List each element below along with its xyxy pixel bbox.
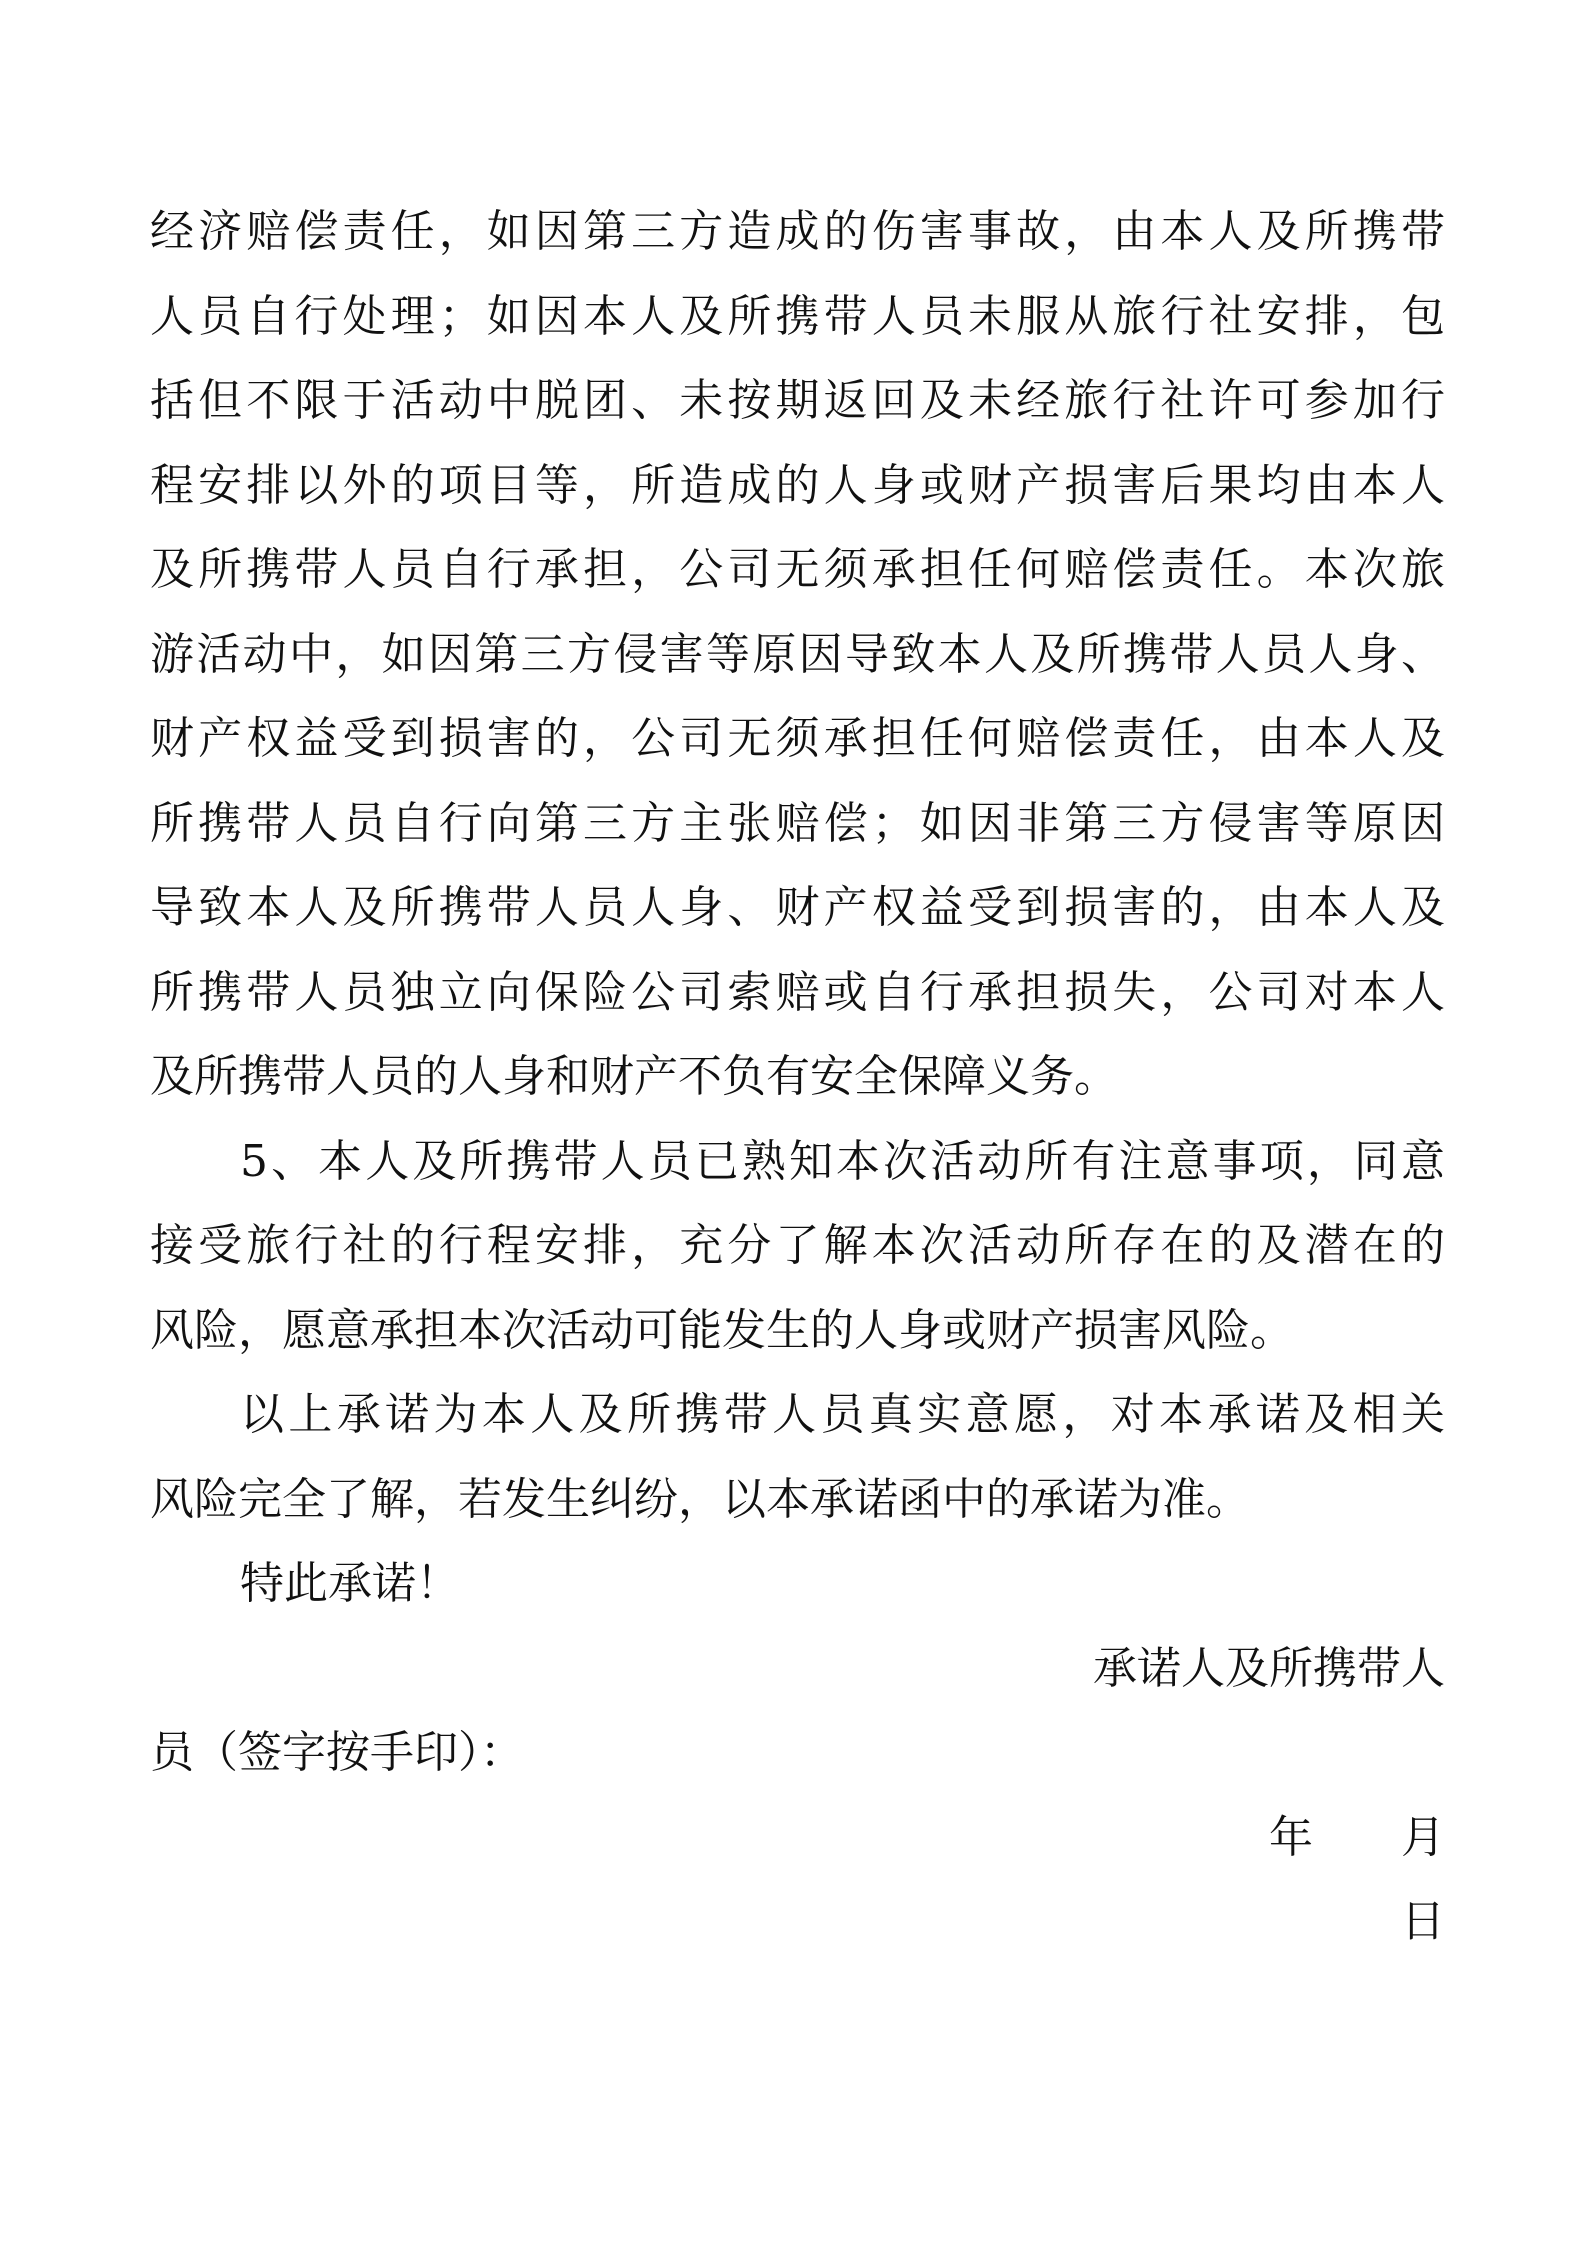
text-line: 风险完全了解，若发生纠纷，以本承诺函中的承诺为准。 bbox=[150, 1474, 1250, 1525]
text-line: 人员自行处理；如因本人及所携带人员未服从旅行社安排，包 bbox=[150, 291, 1445, 342]
text-line: 所携带人员自行向第三方主张赔偿；如因非第三方侵害等原因 bbox=[150, 798, 1445, 849]
text-line: 所携带人员独立向保险公司索赔或自行承担损失，公司对本人 bbox=[150, 967, 1445, 1018]
date-day: 日 bbox=[1401, 1896, 1445, 1947]
text-line: 程安排以外的项目等，所造成的人身或财产损害后果均由本人 bbox=[150, 460, 1445, 511]
text-line: 风险，愿意承担本次活动可能发生的人身或财产损害风险。 bbox=[150, 1305, 1294, 1356]
date-year-month: 年 月 bbox=[1269, 1812, 1445, 1863]
text-line: 接受旅行社的行程安排，充分了解本次活动所存在的及潜在的 bbox=[150, 1220, 1445, 1271]
text-line: 游活动中，如因第三方侵害等原因导致本人及所携带人员人身、 bbox=[150, 629, 1445, 680]
closing-statement: 特此承诺！ bbox=[240, 1558, 460, 1609]
text-line: 及所携带人员自行承担，公司无须承担任何赔偿责任。本次旅 bbox=[150, 544, 1445, 595]
text-line: 5、本人及所携带人员已熟知本次活动所有注意事项，同意 bbox=[240, 1136, 1445, 1187]
text-line: 经济赔偿责任，如因第三方造成的伤害事故，由本人及所携带 bbox=[150, 206, 1445, 257]
text-line: 以上承诺为本人及所携带人员真实意愿，对本承诺及相关 bbox=[240, 1389, 1445, 1440]
text-line: 财产权益受到损害的，公司无须承担任何赔偿责任，由本人及 bbox=[150, 713, 1445, 764]
text-line: 导致本人及所携带人员人身、财产权益受到损害的，由本人及 bbox=[150, 882, 1445, 933]
text-line: 括但不限于活动中脱团、未按期返回及未经旅行社许可参加行 bbox=[150, 375, 1445, 426]
text-line: 及所携带人员的人身和财产不负有安全保障义务。 bbox=[150, 1051, 1118, 1102]
signature-label-continued: 员（签字按手印）： bbox=[150, 1727, 524, 1778]
signature-label: 承诺人及所携带人 bbox=[1093, 1643, 1445, 1694]
